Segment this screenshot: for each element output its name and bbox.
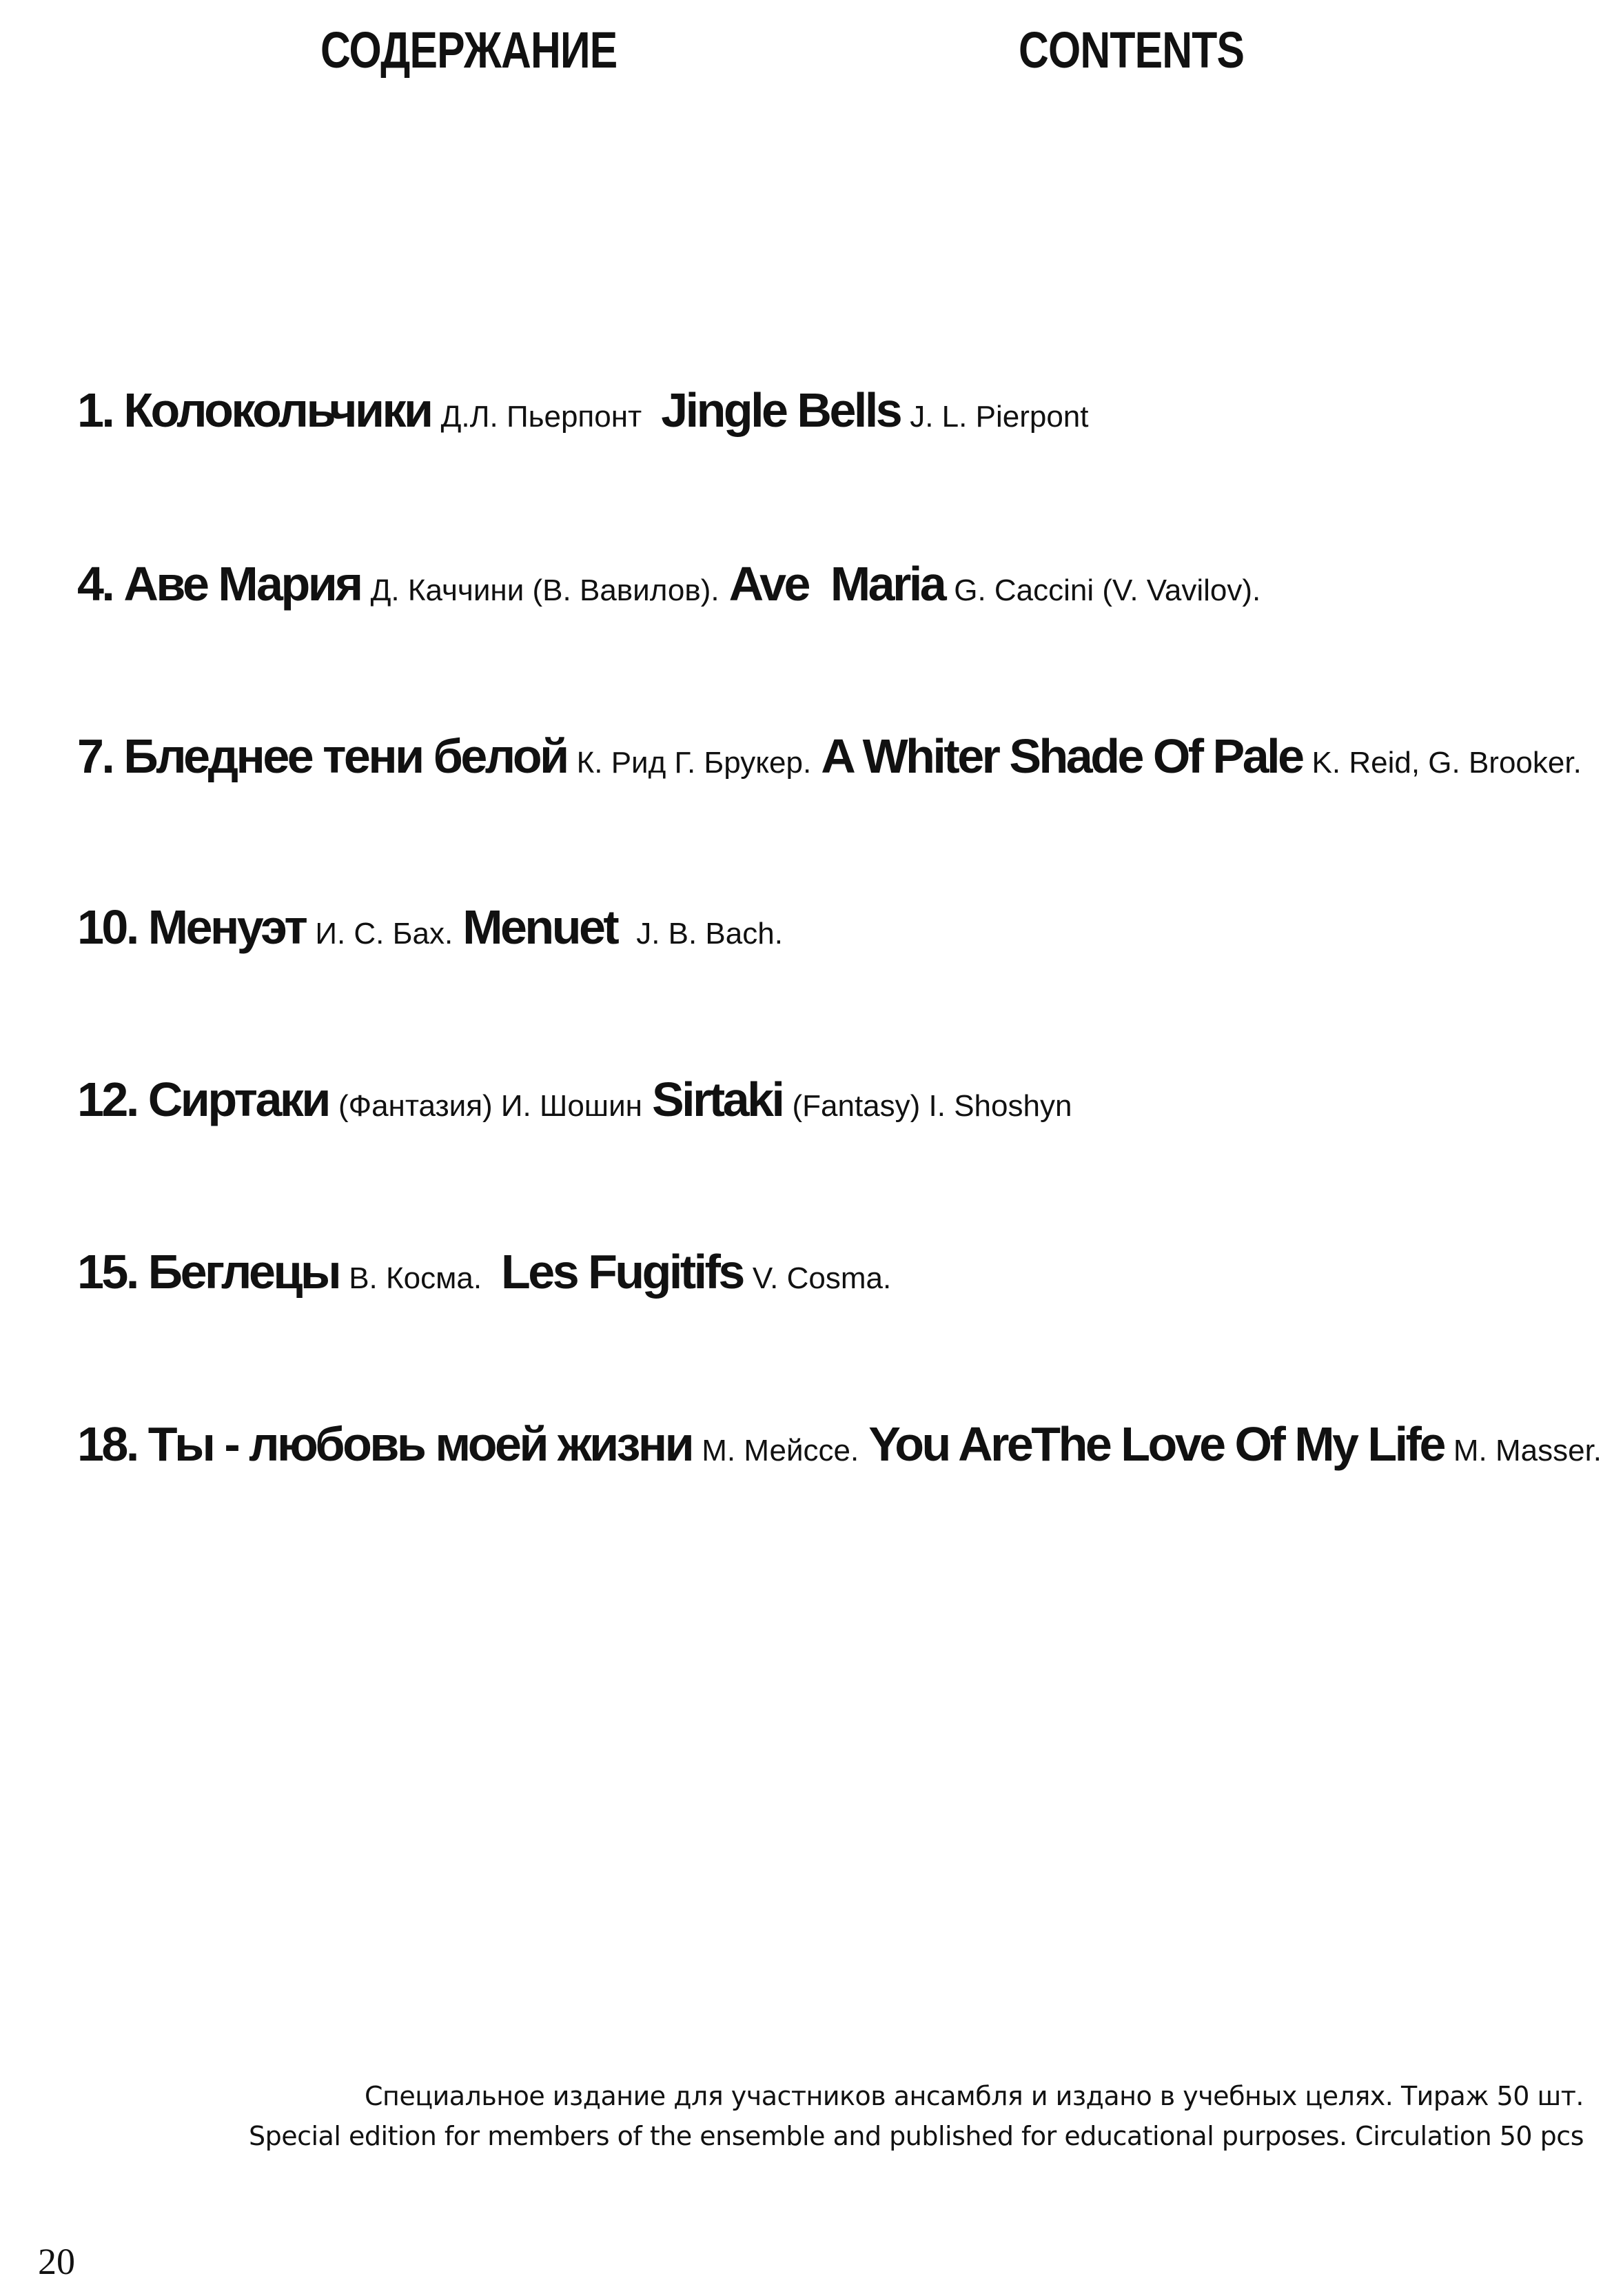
contents-entry [77, 729, 1582, 783]
contents-entry [77, 557, 1261, 611]
ru-title: 12. Сиртаки [77, 1073, 329, 1126]
en-title: Ave Maria [728, 557, 945, 611]
ru-author: Д. Каччини (В. Вавилов). [370, 573, 719, 607]
ru-title: 10. Менуэт [77, 900, 306, 954]
ru-author: М. Мейссе. [702, 1434, 859, 1467]
ru-author: В. Косма. [349, 1261, 482, 1295]
heading-ru: СОДЕРЖАНИЕ [320, 21, 617, 79]
ru-title: 15. Беглецы [77, 1245, 340, 1299]
page-number: 20 [38, 2241, 75, 2282]
heading-en: CONTENTS [1019, 21, 1245, 79]
ru-title: 4. Аве Мария [77, 557, 361, 611]
contents-entry [77, 1417, 1602, 1471]
ru-author: (Фантазия) И. Шошин [338, 1089, 642, 1123]
en-author: G. Caccini (V. Vavilov). [954, 573, 1261, 607]
en-title: Les Fugitifs [501, 1245, 743, 1299]
en-author: M. Masser. [1453, 1434, 1602, 1467]
en-author: V. Cosma. [752, 1261, 892, 1295]
en-author: J. L. Pierpont [910, 400, 1089, 434]
ru-author: К. Рид Г. Брукер. [576, 746, 812, 780]
ru-title: 7. Бледнее тени белой [77, 729, 567, 783]
ru-author: И. С. Бах. [315, 917, 453, 951]
contents-entry [77, 1245, 892, 1299]
contents-entry [77, 383, 1089, 437]
footer-line-ru: Специальное издание для участников ансамбля и издано в учебных целях. Тираж 50 шт. [364, 2081, 1584, 2111]
en-title: You AreThe Love Of My Life [868, 1417, 1444, 1471]
ru-title: 18. Ты - любовь моей жизни [77, 1417, 693, 1471]
footer-note [249, 2076, 1584, 2156]
en-title: Jingle Bells [661, 383, 901, 437]
footer-line-en: Special edition for members of the ensemble and published for educational purposes. Circulation 50 pcs [248, 2121, 1584, 2151]
ru-author: Д.Л. Пьерпонт [440, 400, 642, 434]
ru-title: 1. Колокольчики [77, 383, 431, 437]
en-author: J. B. Bach. [636, 917, 783, 951]
en-title: Sirtaki [651, 1073, 783, 1126]
contents-entry [77, 900, 783, 954]
en-title: Menuet [462, 900, 617, 954]
en-author: (Fantasy) I. Shoshyn [792, 1089, 1072, 1123]
en-title: A Whiter Shade Of Pale [821, 729, 1303, 783]
contents-entry [77, 1075, 1072, 1124]
en-author: K. Reid, G. Brooker. [1311, 746, 1582, 780]
